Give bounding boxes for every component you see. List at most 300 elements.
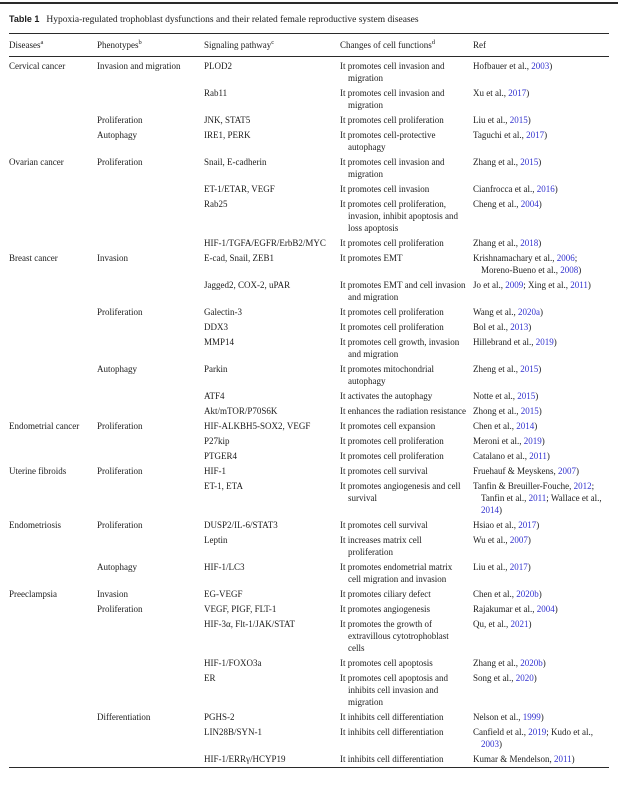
table-row (9, 617, 609, 656)
citation-year-link[interactable]: 2015 (520, 157, 539, 167)
pathway-cell: E-cad, Snail, ZEB1 (204, 253, 274, 263)
pathway-cell: HIF-3α, Flt-1/JAK/STAT (204, 619, 296, 629)
phenotype-cell: Proliferation (97, 520, 143, 530)
ref-cell (473, 113, 609, 128)
ref-text: ) (549, 61, 553, 71)
table-row (9, 434, 609, 449)
ref-text: ) (541, 436, 545, 446)
phenotype-cell (97, 479, 204, 518)
phenotype-cell (97, 278, 204, 305)
ref-text: Song et al., (473, 673, 516, 683)
change-cell: It promotes cell invasion and migration (340, 157, 445, 179)
disease-cell (9, 710, 97, 725)
change-cell: It promotes the growth of extravillous cytotrophoblast cells (340, 619, 449, 653)
ref-text: ) (553, 337, 557, 347)
phenotype-cell (97, 617, 204, 656)
phenotype-cell (97, 404, 204, 419)
pathway-cell: ATF4 (204, 391, 225, 401)
ref-cell (473, 656, 609, 671)
footnote-marker: a (40, 39, 44, 46)
ref-text: Cianfrocca et al., (473, 184, 537, 194)
ref-text: ) (527, 562, 531, 572)
disease-cell: Ovarian cancer (9, 157, 64, 167)
change-cell: It promotes cell proliferation, invasion, inhibit apoptosis and loss apoptosis (340, 199, 458, 233)
ref-text: Zhang et al., (473, 157, 521, 167)
citation-year-link[interactable]: 2020a (518, 307, 541, 317)
phenotype-cell: Proliferation (97, 307, 143, 317)
disease-cell (9, 320, 97, 335)
disease-cell: Endometrial cancer (9, 421, 80, 431)
citation-year-link[interactable]: 2008 (560, 265, 579, 275)
table-body (9, 57, 609, 768)
ref-text: ) (578, 265, 582, 275)
ref-text: Chen et al., (473, 421, 517, 431)
citation-year-link[interactable]: 2015 (517, 391, 536, 401)
ref-text: ) (499, 505, 502, 515)
table-row (9, 236, 609, 251)
citation-year-link[interactable]: 2007 (558, 466, 576, 476)
table-row (9, 479, 609, 518)
ref-text: ) (526, 88, 530, 98)
ref-text: Nelson et al., (473, 712, 523, 722)
page-top-rule (0, 2, 618, 4)
phenotype-cell: Autophagy (97, 130, 137, 140)
ref-text: ) (587, 280, 591, 290)
table-row (9, 518, 609, 533)
ref-text: ) (554, 184, 558, 194)
ref-text: Meroni et al., (473, 436, 524, 446)
column-header-changes-of-cell-functions: Changes of cell functions$^d$ (340, 34, 473, 57)
citation-year-link[interactable]: 2021 (510, 619, 529, 629)
pathway-cell: Galectin-3 (204, 307, 242, 317)
header-row (9, 34, 609, 57)
citation-year-link[interactable]: 2011 (528, 493, 547, 503)
pathway-cell: DUSP2/IL-6/STAT3 (204, 520, 278, 530)
ref-text: ; Moreno-Bueno et al., (481, 253, 578, 275)
ref-text: Taguchi et al., (473, 130, 527, 140)
ref-cell (473, 617, 609, 656)
ref-cell (473, 587, 609, 602)
disease-cell (9, 671, 97, 710)
change-cell: It promotes cell proliferation (340, 238, 444, 248)
phenotype-cell (97, 320, 204, 335)
ref-cell (473, 128, 609, 155)
ref-text: Fruehauf & Meyskens, (473, 466, 558, 476)
change-cell: It promotes cell expansion (340, 421, 436, 431)
citation-year-link[interactable]: 2011 (570, 280, 588, 290)
citation-year-link[interactable]: 2007 (509, 535, 528, 545)
disease-cell: Endometriosis (9, 520, 61, 530)
ref-text: ) (535, 391, 539, 401)
ref-text: Bol et al., (473, 322, 511, 332)
pathway-cell: DDX3 (204, 322, 228, 332)
footnote-marker: d (431, 39, 435, 46)
citation-year-link[interactable]: 2019 (528, 727, 547, 737)
disease-cell (9, 86, 97, 113)
disease-cell (9, 182, 97, 197)
ref-text: ) (540, 712, 544, 722)
change-cell: It promotes cell proliferation (340, 451, 444, 461)
table-row (9, 113, 609, 128)
change-cell: It promotes cell invasion and migration (340, 61, 445, 83)
pathway-cell: VEGF, PIGF, FLT-1 (204, 604, 277, 614)
change-cell: It promotes cell proliferation (340, 322, 444, 332)
change-cell: It promotes cell proliferation (340, 307, 444, 317)
table-row (9, 656, 609, 671)
change-cell: It promotes cell survival (340, 466, 428, 476)
table-row (9, 278, 609, 305)
disease-cell (9, 602, 97, 617)
phenotype-cell (97, 236, 204, 251)
ref-text: ; Wallace et al., (546, 493, 602, 503)
pathway-cell: PTGER4 (204, 451, 238, 461)
pathway-cell: HIF-1/ERRγ/HCYP19 (204, 754, 286, 764)
disease-cell (9, 404, 97, 419)
ref-text: Xu et al., (473, 88, 509, 98)
ref-text: ) (542, 658, 546, 668)
phenotype-cell: Autophagy (97, 562, 137, 572)
change-cell: It promotes cell apoptosis (340, 658, 433, 668)
ref-text: Canfield et al., (473, 727, 529, 737)
pathway-cell: ER (204, 673, 216, 683)
ref-text: Notte et al., (473, 391, 518, 401)
ref-text: Wu et al., (473, 535, 510, 545)
ref-text: ; Xing et al., (523, 280, 571, 290)
change-cell: It increases matrix cell proliferation (340, 535, 422, 557)
ref-text: Wang et al., (473, 307, 519, 317)
citation-year-link[interactable]: 2011 (554, 754, 572, 764)
table-row (9, 320, 609, 335)
citation-year-link[interactable]: 2019 (523, 436, 542, 446)
citation-year-link[interactable]: 2020 (515, 673, 534, 683)
table-row (9, 725, 609, 752)
pathway-cell: HIF-1/LC3 (204, 562, 245, 572)
ref-cell (473, 602, 609, 617)
disease-cell: Uterine fibroids (9, 466, 67, 476)
ref-text: ) (528, 619, 532, 629)
table-row (9, 155, 609, 182)
table-row (9, 449, 609, 464)
disease-cell (9, 335, 97, 362)
ref-cell (473, 671, 609, 710)
citation-year-link[interactable]: 2004 (536, 604, 555, 614)
ref-text: ) (554, 604, 558, 614)
phenotype-cell: Proliferation (97, 604, 143, 614)
ref-text: Rajakumar et al., (473, 604, 537, 614)
disease-cell (9, 128, 97, 155)
citation-year-link[interactable]: 2017 (509, 562, 528, 572)
pathway-cell: Snail, E-cadherin (204, 157, 267, 167)
table-row (9, 533, 609, 560)
citation-year-link[interactable]: 2014 (516, 421, 535, 431)
phenotype-cell: Proliferation (97, 157, 143, 167)
phenotype-cell (97, 752, 204, 768)
change-cell: It promotes ciliary defect (340, 589, 431, 599)
disease-cell (9, 617, 97, 656)
ref-text: Chen et al., (473, 589, 517, 599)
citation-year-link[interactable]: 2009 (505, 280, 524, 290)
ref-text: Qu, et al., (473, 619, 511, 629)
table-row (9, 671, 609, 710)
disease-cell: Cervical cancer (9, 61, 66, 71)
ref-text: Zhong et al., (473, 406, 521, 416)
pathway-cell: HIF-1/TGFA/EGFR/ErbB2/MYC (204, 238, 326, 248)
disease-cell (9, 533, 97, 560)
table-row (9, 362, 609, 389)
ref-text: Zhang et al., (473, 238, 521, 248)
ref-cell (473, 251, 609, 278)
ref-text: ) (538, 364, 542, 374)
table-row (9, 182, 609, 197)
ref-text: Tanfin & Breuiller-Fouche, (473, 481, 574, 491)
citation-year-link[interactable]: 2017 (518, 520, 537, 530)
ref-text: Krishnamachary et al., (473, 253, 557, 263)
ref-text: ) (533, 673, 537, 683)
change-cell: It inhibits cell differentiation (340, 712, 444, 722)
ref-text: ) (538, 238, 542, 248)
pathway-cell: ET-1, ETA (204, 481, 243, 491)
pathway-cell: MMP14 (204, 337, 235, 347)
ref-text: ) (540, 307, 544, 317)
ref-text: ) (538, 199, 542, 209)
table-row (9, 57, 609, 87)
change-cell: It promotes cell proliferation (340, 115, 444, 125)
ref-text: Jo et al., (473, 280, 506, 290)
disease-cell (9, 113, 97, 128)
pathway-cell: PGHS-2 (204, 712, 235, 722)
table-row (9, 251, 609, 278)
ref-cell (473, 182, 609, 197)
ref-cell (473, 404, 609, 419)
change-cell: It promotes endometrial matrix cell migration and invasion (340, 562, 453, 584)
pathway-cell: Rab11 (204, 88, 228, 98)
table-row (9, 560, 609, 587)
pathway-cell: Leptin (204, 535, 228, 545)
ref-cell (473, 560, 609, 587)
pathway-cell: P27kip (204, 436, 230, 446)
phenotype-cell (97, 182, 204, 197)
disease-cell (9, 434, 97, 449)
ref-text: ) (544, 130, 548, 140)
citation-year-link[interactable]: 2003 (531, 61, 550, 71)
phenotype-cell (97, 197, 204, 236)
phenotype-cell (97, 449, 204, 464)
ref-text: ) (538, 157, 542, 167)
ref-text: ) (576, 466, 579, 476)
disease-cell (9, 305, 97, 320)
pathway-cell: LIN28B/SYN-1 (204, 727, 262, 737)
change-cell: It promotes cell growth, invasion and migration (340, 337, 460, 359)
ref-cell (473, 464, 609, 479)
ref-text: ) (538, 406, 542, 416)
pathway-cell: JNK, STAT5 (204, 115, 251, 125)
phenotype-cell (97, 434, 204, 449)
phenotype-cell: Autophagy (97, 364, 137, 374)
disease-cell (9, 362, 97, 389)
pathway-cell: Parkin (204, 364, 228, 374)
disease-cell: Preeclampsia (9, 589, 57, 599)
ref-text: Zheng et al., (473, 364, 521, 374)
disease-cell (9, 449, 97, 464)
ref-cell (473, 236, 609, 251)
citation-year-link[interactable]: 2015 (509, 115, 528, 125)
ref-text: ) (536, 520, 540, 530)
phenotype-cell: Invasion (97, 253, 128, 263)
phenotype-cell: Proliferation (97, 115, 143, 125)
table-row (9, 464, 609, 479)
phenotype-cell (97, 389, 204, 404)
column-header-signaling-pathway: Signaling pathway$^c$ (204, 34, 340, 57)
ref-text: Zhang et al., (473, 658, 521, 668)
change-cell: It promotes angiogenesis (340, 604, 430, 614)
citation-year-link[interactable]: 1999 (522, 712, 541, 722)
hypoxia-dysfunctions-table (9, 33, 609, 768)
citation-year-link[interactable]: 2015 (520, 406, 539, 416)
ref-text: Kumar & Mendelson, (473, 754, 554, 764)
column-header-ref: Ref (473, 34, 609, 57)
disease-cell (9, 197, 97, 236)
citation-year-link[interactable]: 2018 (520, 238, 539, 248)
phenotype-cell (97, 671, 204, 710)
table-row (9, 419, 609, 434)
ref-cell (473, 362, 609, 389)
footnote-marker: b (138, 39, 142, 46)
disease-cell (9, 389, 97, 404)
phenotype-cell: Invasion and migration (97, 61, 181, 71)
disease-cell (9, 752, 97, 768)
footnote-marker: c (271, 39, 275, 46)
disease-cell (9, 656, 97, 671)
change-cell: It promotes mitochondrial autophagy (340, 364, 434, 386)
ref-cell (473, 197, 609, 236)
table-caption-text: Hypoxia-regulated trophoblast dysfunctions and their related female reproductive system diseases (46, 15, 419, 25)
citation-year-link[interactable]: 2017 (508, 88, 527, 98)
table-row (9, 587, 609, 602)
table-row (9, 602, 609, 617)
change-cell: It promotes cell invasion and migration (340, 88, 445, 110)
ref-text: Hillebrand et al., (473, 337, 536, 347)
citation-year-link[interactable]: 2013 (510, 322, 529, 332)
ref-cell (473, 389, 609, 404)
ref-text: ) (528, 322, 532, 332)
pathway-cell: EG-VEGF (204, 589, 243, 599)
table-row (9, 305, 609, 320)
citation-year-link[interactable]: 2014 (481, 505, 499, 515)
citation-year-link[interactable]: 2004 (520, 199, 539, 209)
pathway-cell: ET-1/ETAR, VEGF (204, 184, 275, 194)
change-cell: It inhibits cell differentiation (340, 727, 444, 737)
pathway-cell: Rab25 (204, 199, 228, 209)
change-cell: It inhibits cell differentiation (340, 754, 444, 764)
phenotype-cell: Proliferation (97, 466, 143, 476)
ref-text: ) (527, 535, 531, 545)
table-row (9, 86, 609, 113)
phenotype-cell (97, 656, 204, 671)
disease-cell (9, 236, 97, 251)
ref-text: Hsiao et al., (473, 520, 519, 530)
ref-cell (473, 320, 609, 335)
table-row (9, 389, 609, 404)
pathway-cell: PLOD2 (204, 61, 233, 71)
citation-year-link[interactable]: 2016 (536, 184, 555, 194)
ref-text: ) (534, 421, 538, 431)
ref-cell (473, 449, 609, 464)
phenotype-cell: Invasion (97, 589, 128, 599)
ref-cell (473, 725, 609, 752)
change-cell: It activates the autophagy (340, 391, 433, 401)
ref-text: ; Kudo et al., (546, 727, 593, 737)
pathway-cell: HIF-1 (204, 466, 226, 476)
change-cell: It promotes EMT and cell invasion and migration (340, 280, 466, 302)
phenotype-cell (97, 725, 204, 752)
phenotype-cell (97, 335, 204, 362)
citation-year-link[interactable]: 2020b (520, 658, 543, 668)
table-row (9, 128, 609, 155)
ref-cell (473, 479, 609, 518)
phenotype-cell: Differentiation (97, 712, 151, 722)
column-header-diseases: Diseases$^a$ (9, 34, 97, 57)
pathway-cell: HIF-ALKBH5-SOX2, VEGF (204, 421, 311, 431)
disease-cell (9, 725, 97, 752)
ref-text: ) (546, 451, 550, 461)
ref-text: Liu et al., (473, 115, 510, 125)
phenotype-cell: Proliferation (97, 421, 143, 431)
ref-cell (473, 419, 609, 434)
ref-cell (473, 335, 609, 362)
pathway-cell: IRE1, PERK (204, 130, 251, 140)
ref-cell (473, 434, 609, 449)
ref-cell (473, 86, 609, 113)
table-label: Table 1 (9, 14, 40, 24)
pathway-cell: HIF-1/FOXO3a (204, 658, 262, 668)
table-row (9, 335, 609, 362)
ref-cell (473, 518, 609, 533)
ref-cell (473, 305, 609, 320)
change-cell: It promotes cell invasion (340, 184, 430, 194)
change-cell: It promotes angiogenesis and cell survival (340, 481, 461, 503)
ref-text: ) (538, 589, 542, 599)
ref-text: Catalano et al., (473, 451, 530, 461)
change-cell: It enhances the radiation resistance (340, 406, 466, 416)
table-row (9, 404, 609, 419)
citation-year-link[interactable]: 2020b (516, 589, 539, 599)
table-row (9, 752, 609, 768)
phenotype-cell (97, 86, 204, 113)
ref-cell (473, 278, 609, 305)
pathway-cell: Akt/mTOR/P70S6K (204, 406, 278, 416)
ref-cell (473, 710, 609, 725)
citation-year-link[interactable]: 2003 (481, 739, 499, 749)
citation-year-link[interactable]: 2015 (520, 364, 539, 374)
ref-cell (473, 57, 609, 87)
table-row (9, 710, 609, 725)
citation-year-link[interactable]: 2017 (526, 130, 545, 140)
citation-year-link[interactable]: 2019 (535, 337, 554, 347)
change-cell: It promotes cell-protective autophagy (340, 130, 436, 152)
disease-cell: Breast cancer (9, 253, 58, 263)
citation-year-link[interactable]: 2006 (556, 253, 575, 263)
pathway-cell: Jagged2, COX-2, uPAR (204, 280, 291, 290)
ref-cell (473, 533, 609, 560)
ref-text: Liu et al., (473, 562, 510, 572)
ref-text: ) (571, 754, 575, 764)
citation-year-link[interactable]: 2011 (529, 451, 547, 461)
ref-cell (473, 155, 609, 182)
ref-text: Hofbauer et al., (473, 61, 532, 71)
citation-year-link[interactable]: 2012 (573, 481, 592, 491)
change-cell: It promotes cell apoptosis and inhibits cell invasion and migration (340, 673, 448, 707)
disease-cell (9, 479, 97, 518)
